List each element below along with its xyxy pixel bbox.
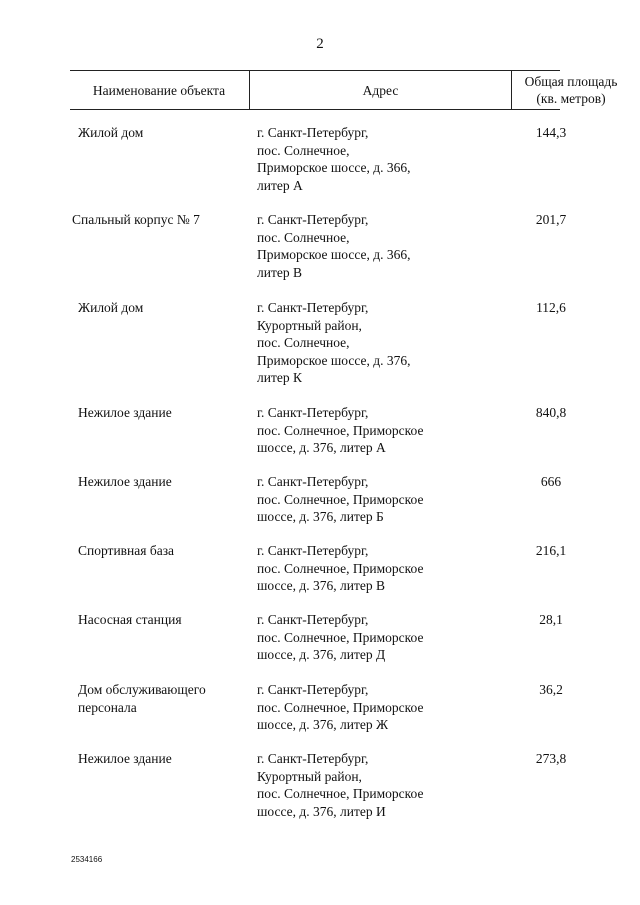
address-line: Курортный район,: [257, 317, 362, 333]
object-address: [257, 404, 462, 457]
object-address: [257, 211, 462, 281]
page-number: 2: [316, 36, 324, 52]
address-line: шоссе, д. 376, литер Ж: [257, 717, 389, 732]
object-address: [257, 681, 462, 734]
object-name: Жилой дом: [78, 300, 144, 315]
object-area: 36,2: [539, 682, 563, 697]
address-line: г. Санкт-Петербург,: [257, 300, 369, 315]
address-line: г. Санкт-Петербург,: [257, 612, 369, 627]
object-name: Насосная станция: [78, 612, 182, 627]
object-name: Жилой дом: [78, 125, 144, 140]
object-area: 840,8: [535, 405, 567, 420]
document-code: 2534166: [71, 855, 103, 864]
object-name: Нежилое здание: [78, 751, 172, 766]
object-area: 112,6: [536, 300, 566, 315]
object-area: 216,1: [535, 543, 567, 558]
header-area-line1: Общая площадь: [524, 74, 618, 89]
header-area-line2: (кв. метров): [536, 91, 606, 106]
address-line: пос. Солнечное, Приморское: [257, 491, 424, 507]
object-name: Нежилое здание: [78, 405, 172, 420]
object-name-line: Дом обслуживающего: [78, 682, 206, 697]
address-line: пос. Солнечное, Приморское: [257, 422, 424, 438]
address-line: шоссе, д. 376, литер Д: [257, 647, 386, 662]
address-line: г. Санкт-Петербург,: [257, 751, 369, 766]
object-address: [257, 750, 462, 820]
address-line: Приморское шоссе, д. 376,: [257, 352, 411, 368]
address-line: г. Санкт-Петербург,: [257, 682, 369, 697]
address-line: г. Санкт-Петербург,: [257, 543, 369, 558]
object-name: Нежилое здание: [78, 474, 172, 489]
address-line: литер А: [257, 177, 303, 193]
object-name: Спальный корпус № 7: [72, 212, 200, 227]
address-line: пос. Солнечное,: [257, 335, 350, 350]
address-line: г. Санкт-Петербург,: [257, 474, 369, 489]
object-area: 28,1: [539, 612, 563, 627]
object-name-line: персонала: [78, 699, 137, 715]
object-area: 201,7: [535, 212, 567, 227]
object-address: [257, 473, 462, 526]
table-header: [70, 70, 618, 110]
address-line: шоссе, д. 376, литер И: [257, 803, 386, 819]
address-line: пос. Солнечное, Приморское: [257, 699, 424, 715]
header-area: [511, 71, 631, 109]
address-line: литер В: [257, 264, 302, 280]
object-area: 666: [540, 474, 562, 489]
address-line: пос. Солнечное,: [257, 229, 350, 245]
address-line: литер К: [257, 370, 302, 385]
address-line: г. Санкт-Петербург,: [257, 212, 369, 227]
address-line: пос. Солнечное, Приморское: [257, 629, 424, 645]
address-line: г. Санкт-Петербург,: [257, 405, 369, 420]
header-name: Наименование объекта: [92, 82, 226, 98]
object-area: 144,3: [535, 125, 567, 140]
object-name: [78, 681, 248, 716]
address-line: шоссе, д. 376, литер В: [257, 578, 385, 593]
address-line: г. Санкт-Петербург,: [257, 125, 369, 140]
address-line: пос. Солнечное,: [257, 142, 350, 158]
address-line: Приморское шоссе, д. 366,: [257, 247, 411, 262]
address-line: шоссе, д. 376, литер Б: [257, 509, 384, 524]
address-line: пос. Солнечное, Приморское: [257, 560, 424, 576]
object-address: [257, 611, 462, 664]
object-name: Спортивная база: [78, 543, 175, 558]
address-line: Курортный район,: [257, 768, 362, 784]
header-address: Адрес: [249, 71, 512, 109]
object-area: 273,8: [535, 751, 567, 766]
address-line: Приморское шоссе, д. 366,: [257, 160, 411, 175]
address-line: шоссе, д. 376, литер А: [257, 440, 386, 455]
object-address: [257, 124, 462, 194]
address-line: пос. Солнечное, Приморское: [257, 786, 424, 801]
object-address: [257, 542, 462, 595]
object-address: [257, 299, 462, 387]
